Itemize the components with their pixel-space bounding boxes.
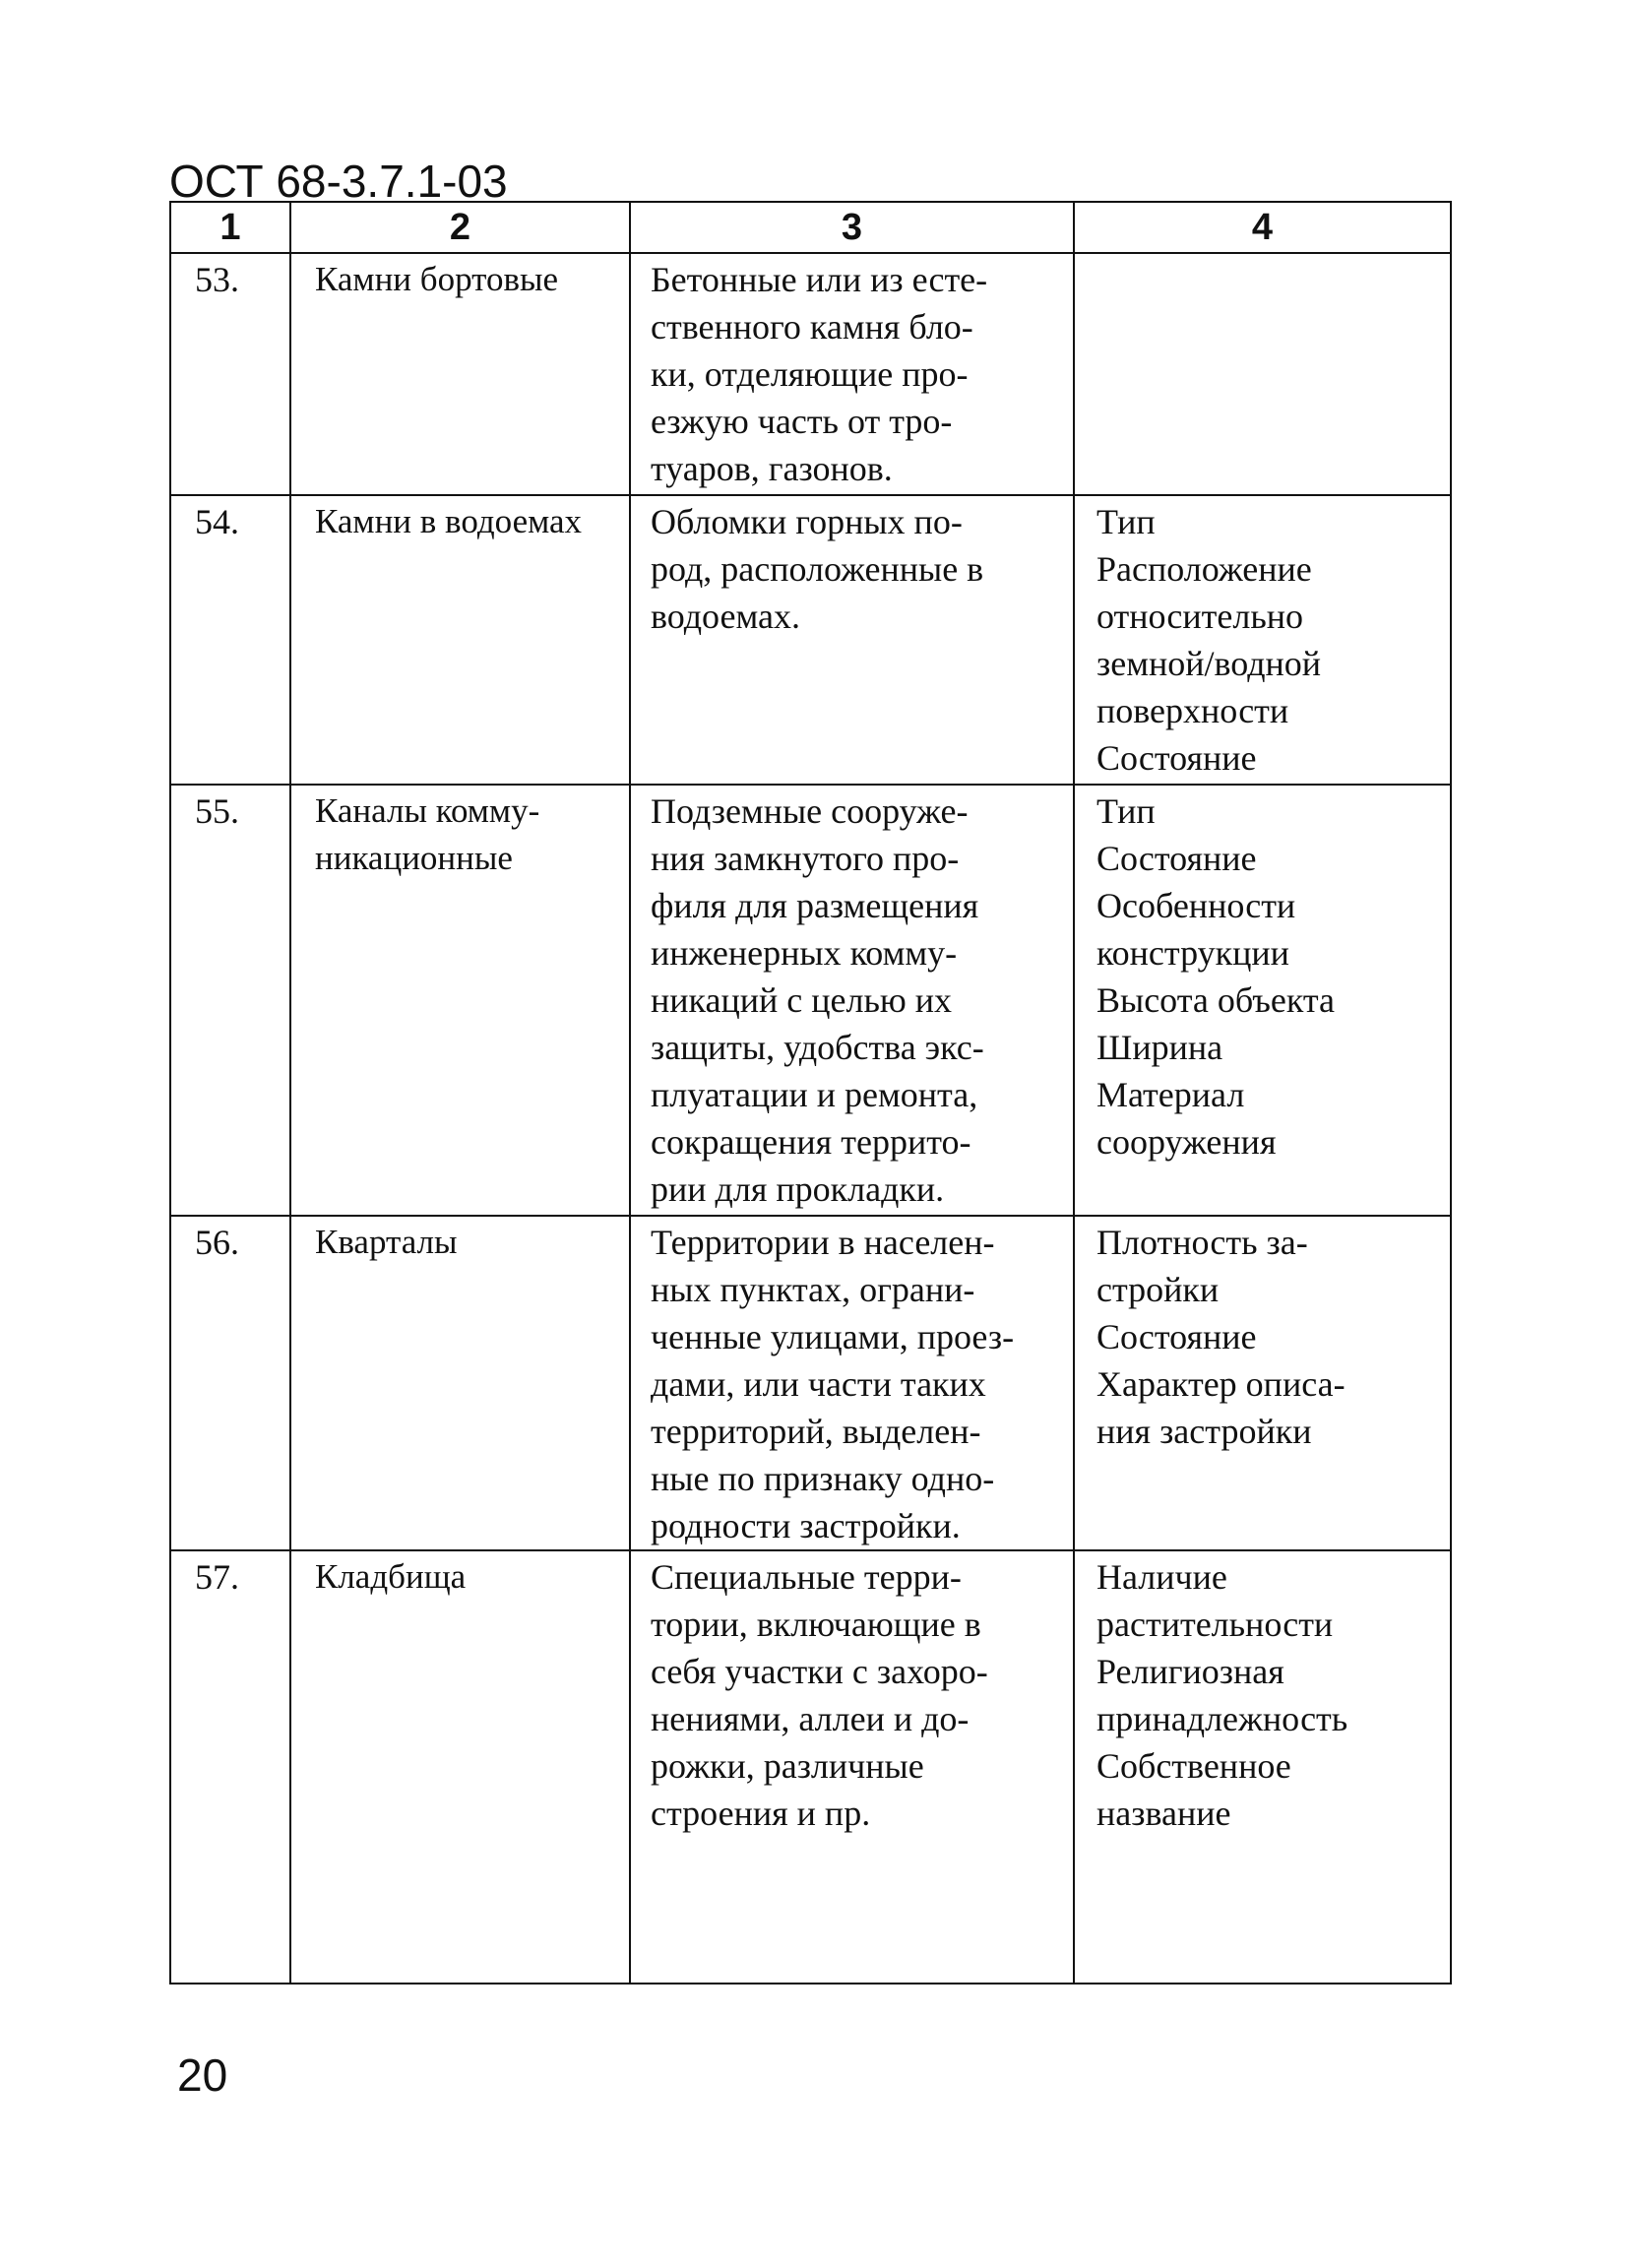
table-header-row	[170, 202, 1451, 253]
attribute-line: Высота объекта	[1096, 980, 1336, 1020]
attribute-line: Особенности	[1096, 886, 1296, 925]
term-name-cell	[290, 1550, 630, 1984]
description-cell	[630, 1216, 1074, 1550]
attributes-cell	[1074, 495, 1451, 785]
row-number-cell	[170, 1550, 290, 1984]
description-cell	[630, 495, 1074, 785]
description-line: строения и пр.	[651, 1794, 871, 1833]
column-header: 3	[630, 202, 1074, 253]
row-number-cell	[170, 1216, 290, 1550]
description-line: Территории в населен-	[651, 1223, 995, 1262]
description-line: Подземные сооруже-	[651, 791, 969, 831]
column-header: 2	[290, 202, 630, 253]
term-name-line: Камни в водоемах	[315, 502, 583, 540]
attribute-line: Тип	[1096, 791, 1156, 831]
description-line: ственного камня бло-	[651, 307, 973, 346]
description-line: род, расположенные в	[651, 549, 984, 589]
attribute-line: стройки	[1096, 1270, 1220, 1309]
description-line: родности застройки.	[651, 1506, 961, 1545]
row-number: 56.	[195, 1223, 239, 1262]
description-cell	[630, 1550, 1074, 1984]
attribute-line: Состояние	[1096, 839, 1257, 878]
table-row	[170, 253, 1451, 495]
term-name-cell	[290, 1216, 630, 1550]
attribute-line: Религиозная	[1096, 1652, 1284, 1691]
description-line: сокращения террито-	[651, 1122, 971, 1162]
row-number: 54.	[195, 502, 239, 541]
attribute-line: поверхности	[1096, 691, 1289, 730]
term-name-cell	[290, 495, 630, 785]
description-line: туаров, газонов.	[651, 449, 893, 488]
page-number: 20	[177, 2049, 228, 2101]
description-line: филя для размещения	[651, 886, 979, 925]
attribute-line: принадлежность	[1096, 1699, 1348, 1738]
description-line: езжую часть от тро-	[651, 402, 953, 441]
term-name-cell	[290, 785, 630, 1216]
description-cell	[630, 785, 1074, 1216]
attributes-cell	[1074, 1216, 1451, 1550]
description-cell	[630, 253, 1074, 495]
description-line: ченные улицами, проез-	[651, 1317, 1015, 1356]
attribute-line: конструкции	[1096, 933, 1289, 973]
term-name-line: Кварталы	[315, 1223, 458, 1261]
attribute-line: Ширина	[1096, 1028, 1223, 1067]
table-row	[170, 1550, 1451, 1984]
term-name-line: Кладбища	[315, 1557, 467, 1596]
description-line: ные по признаку одно-	[651, 1459, 995, 1498]
description-line: рожки, различные	[651, 1746, 924, 1786]
description-line: Бетонные или из есте-	[651, 260, 988, 299]
description-line: нениями, аллеи и до-	[651, 1699, 970, 1738]
attributes-cell	[1074, 785, 1451, 1216]
row-number: 55.	[195, 791, 239, 831]
row-number: 53.	[195, 260, 239, 299]
attribute-line: Расположение	[1096, 549, 1312, 589]
attribute-line: земной/водной	[1096, 644, 1322, 683]
table-row	[170, 495, 1451, 785]
attribute-line: Тип	[1096, 502, 1156, 541]
term-name-line: никационные	[315, 839, 513, 877]
column-header: 1	[170, 202, 290, 253]
attribute-line: Состояние	[1096, 1317, 1257, 1356]
description-line: рии для прокладки.	[651, 1169, 945, 1209]
document-code: ОСТ 68-3.7.1-03	[169, 156, 508, 207]
description-line: тории, включающие в	[651, 1605, 981, 1644]
attribute-line: Плотность за-	[1096, 1223, 1308, 1262]
term-name-line: Камни бортовые	[315, 260, 559, 298]
description-line: ных пунктах, ограни-	[651, 1270, 975, 1309]
attribute-line: относительно	[1096, 597, 1304, 636]
term-name-cell	[290, 253, 630, 495]
description-line: себя участки с захоро-	[651, 1652, 988, 1691]
row-number: 57.	[195, 1557, 239, 1597]
row-number-cell	[170, 785, 290, 1216]
column-header: 4	[1074, 202, 1451, 253]
attribute-line: Собственное	[1096, 1746, 1291, 1786]
description-line: Специальные терри-	[651, 1557, 962, 1597]
description-line: территорий, выделен-	[651, 1412, 981, 1451]
row-number-cell	[170, 495, 290, 785]
attribute-line: ния застройки	[1096, 1412, 1312, 1451]
description-line: инженерных комму-	[651, 933, 958, 973]
description-line: защиты, удобства экс-	[651, 1028, 984, 1067]
attribute-line: Наличие	[1096, 1557, 1227, 1597]
attribute-line: Характер описа-	[1096, 1364, 1346, 1404]
attribute-line: сооружения	[1096, 1122, 1277, 1162]
description-line: плуатации и ремонта,	[651, 1075, 978, 1114]
row-number-cell	[170, 253, 290, 495]
description-line: никаций с целью их	[651, 980, 953, 1020]
attribute-line: растительности	[1096, 1605, 1334, 1644]
description-line: ния замкнутого про-	[651, 839, 960, 878]
attribute-line: Состояние	[1096, 738, 1257, 778]
description-line: дами, или части таких	[651, 1364, 986, 1404]
term-name-line: Каналы комму-	[315, 791, 540, 830]
description-line: ки, отделяющие про-	[651, 354, 969, 394]
table-row	[170, 1216, 1451, 1550]
attribute-line: название	[1096, 1794, 1231, 1833]
attribute-line: Материал	[1096, 1075, 1245, 1114]
terms-table	[169, 201, 1452, 1984]
table-row	[170, 785, 1451, 1216]
description-line: водоемах.	[651, 597, 800, 636]
description-line: Обломки горных по-	[651, 502, 963, 541]
attributes-cell	[1074, 253, 1451, 495]
attributes-cell	[1074, 1550, 1451, 1984]
